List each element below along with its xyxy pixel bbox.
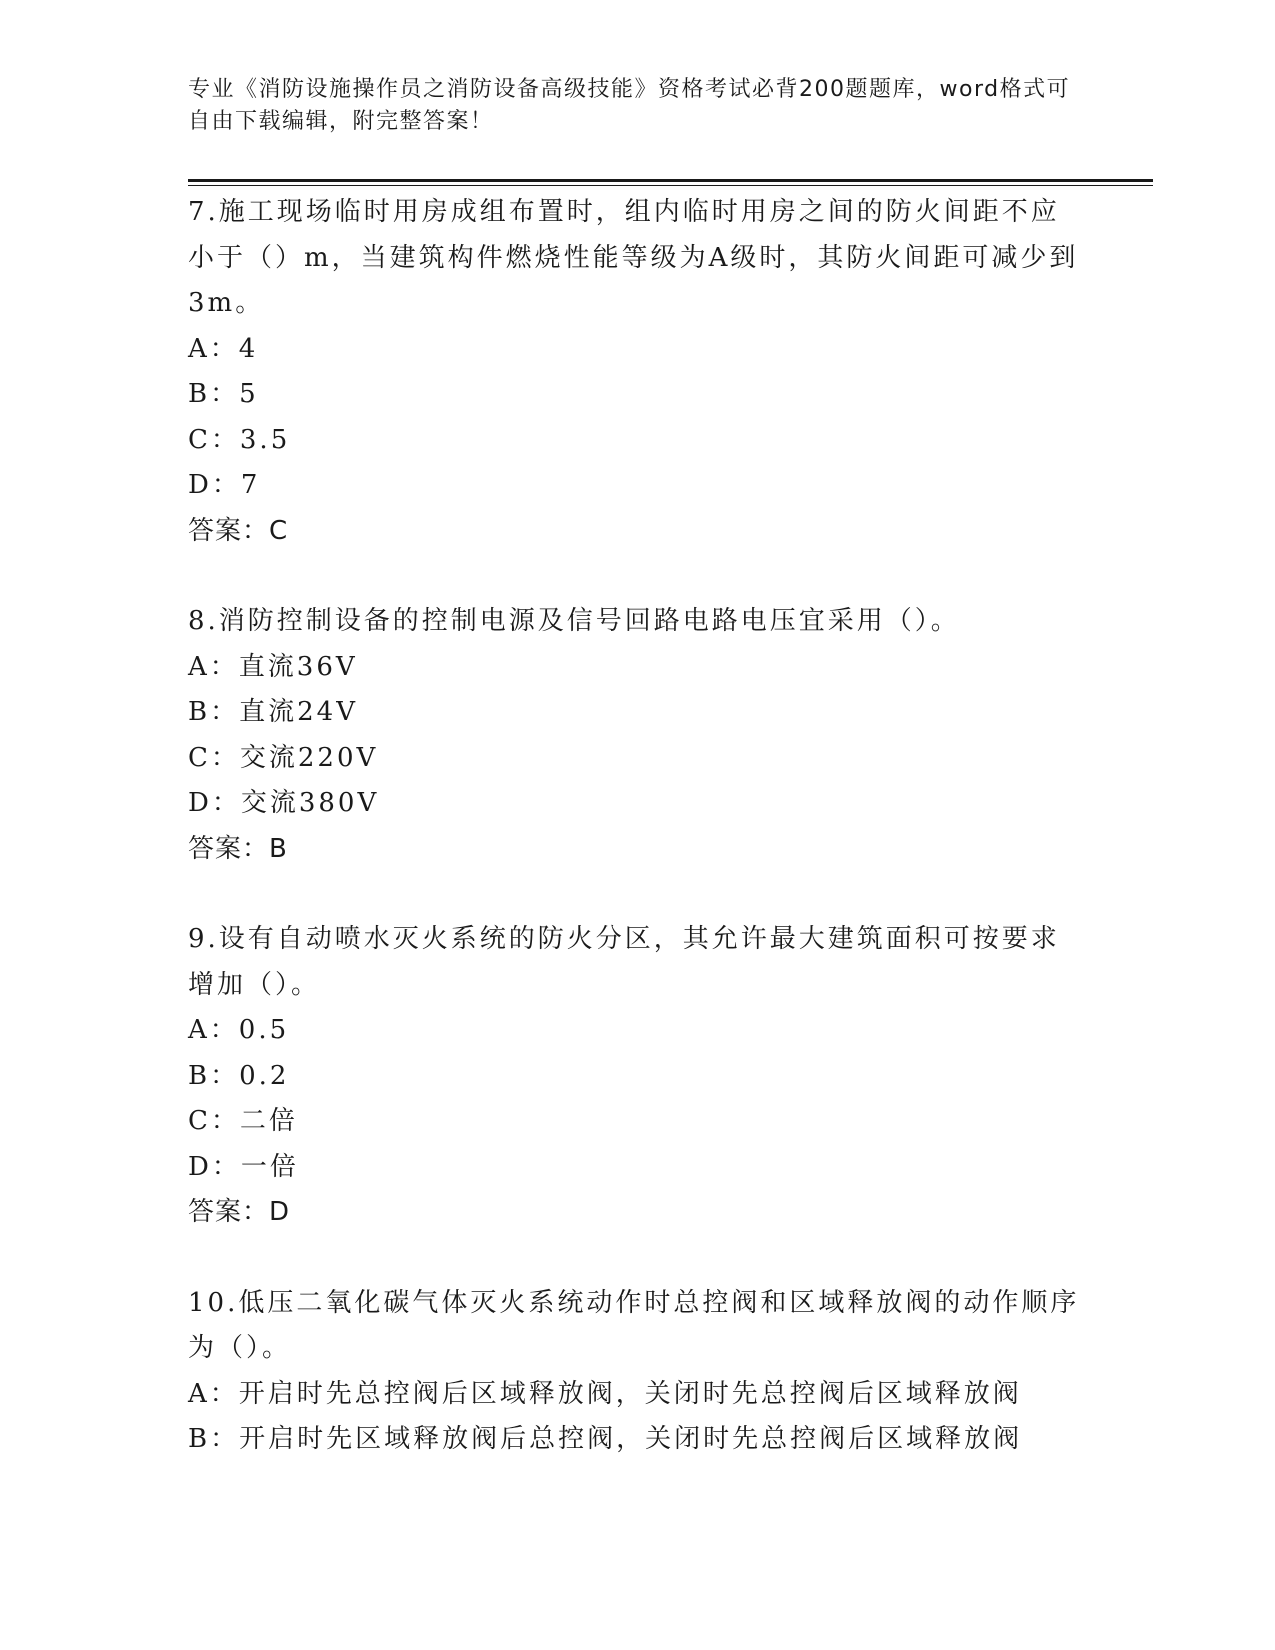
question-10 xyxy=(188,1281,1088,1463)
answer: 答案：B xyxy=(188,833,288,864)
option-a: A：直流36V xyxy=(188,651,358,682)
option-d: D：交流380V xyxy=(188,788,380,818)
option-a: A：开启时先总控阀后区域释放阀，关闭时先总控阀后区域释放阀 xyxy=(188,1378,1022,1409)
option-b: B：0.2 xyxy=(188,1060,290,1091)
document-header: 专业《消防设施操作员之消防设备高级技能》资格考试必背200题题库，word格式可自由下载编辑，附完整答案！ xyxy=(188,77,1071,134)
option-c: C：交流220V xyxy=(188,742,379,773)
question-8 xyxy=(188,599,1088,872)
question-9 xyxy=(188,917,1088,1236)
option-b: B：直流24V xyxy=(188,697,358,727)
option-d: D：一倍 xyxy=(188,1151,299,1182)
option-a: A：4 xyxy=(188,333,259,364)
option-b: B：开启时先区域释放阀后总控阀，关闭时先总控阀后区域释放阀 xyxy=(188,1424,1023,1454)
option-c: C：3.5 xyxy=(188,424,291,455)
answer: 答案：C xyxy=(188,515,289,546)
answer: 答案：D xyxy=(188,1197,291,1227)
option-a: A：0.5 xyxy=(188,1015,290,1045)
question-list xyxy=(188,190,1088,1508)
question-stem: 9.设有自动喷水灭火系统的防火分区，其允许最大建筑面积可按要求增加（）。 xyxy=(188,924,1060,1000)
header-divider-thin xyxy=(188,185,1153,186)
option-d: D：7 xyxy=(188,470,261,500)
question-stem: 8.消防控制设备的控制电源及信号回路电路电压宜采用（）。 xyxy=(188,606,960,636)
question-stem: 7.施工现场临时用房成组布置时，组内临时用房之间的防火间距不应小于（）m，当建筑构件燃烧性能等级为A级时，其防火间距可减少到3m。 xyxy=(188,197,1079,318)
option-b: B：5 xyxy=(188,379,259,409)
question-stem: 10.低压二氧化碳气体灭火系统动作时总控阀和区域释放阀的动作顺序为（）。 xyxy=(188,1287,1080,1363)
question-7 xyxy=(188,190,1088,554)
header-divider-thick xyxy=(188,179,1153,182)
option-c: C：二倍 xyxy=(188,1106,298,1136)
